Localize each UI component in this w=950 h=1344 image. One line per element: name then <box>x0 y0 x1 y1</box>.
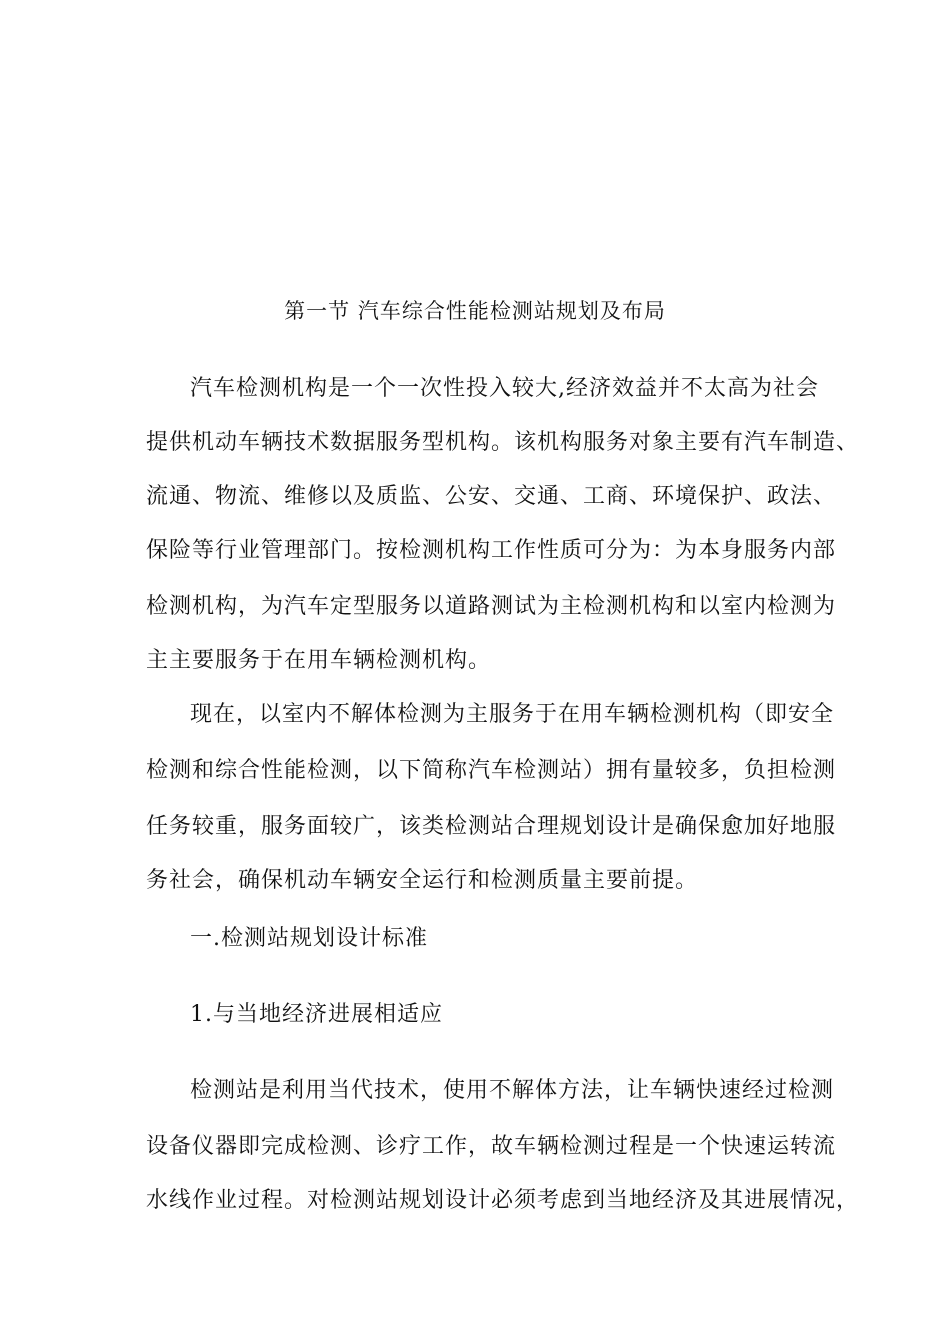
paragraph-line: 检测站是利用当代技术，使用不解体方法，让车辆快速经过检测 <box>190 1078 835 1103</box>
subheading-economy: 1.与当地经济进展相适应 <box>190 1002 443 1027</box>
paragraph-line: 汽车检测机构是一个一次性投入较大,经济效益并不太高为社会 <box>190 376 819 401</box>
paragraph-line: 检测和综合性能检测，以下简称汽车检测站）拥有量较多，负担检测 <box>146 758 837 783</box>
section-title: 第一节 汽车综合性能检测站规划及布局 <box>284 299 666 323</box>
paragraph-line: 提供机动车辆技术数据服务型机构。该机构服务对象主要有汽车制造、 <box>146 430 860 455</box>
paragraph-line: 现在，以室内不解体检测为主服务于在用车辆检测机构（即安全 <box>190 702 835 727</box>
paragraph-line: 流通、物流、维修以及质监、公安、交通、工商、环境保护、政法、 <box>146 484 837 509</box>
subheading-criteria: 一.检测站规划设计标准 <box>190 926 428 951</box>
paragraph-line: 务社会，确保机动车辆安全运行和检测质量主要前提。 <box>146 868 699 893</box>
paragraph-line: 设备仪器即完成检测、诊疗工作，故车辆检测过程是一个快速运转流 <box>146 1134 837 1159</box>
paragraph-line: 主主要服务于在用车辆检测机构。 <box>146 648 492 673</box>
paragraph-line: 保险等行业管理部门。按检测机构工作性质可分为：为本身服务内部 <box>146 538 837 563</box>
paragraph-line: 任务较重，服务面较广，该类检测站合理规划设计是确保愈加好地服 <box>146 814 837 839</box>
paragraph-line: 检测机构，为汽车定型服务以道路测试为主检测机构和以室内检测为 <box>146 594 837 619</box>
paragraph-line: 水线作业过程。对检测站规划设计必须考虑到当地经济及其进展情况， <box>146 1188 860 1213</box>
